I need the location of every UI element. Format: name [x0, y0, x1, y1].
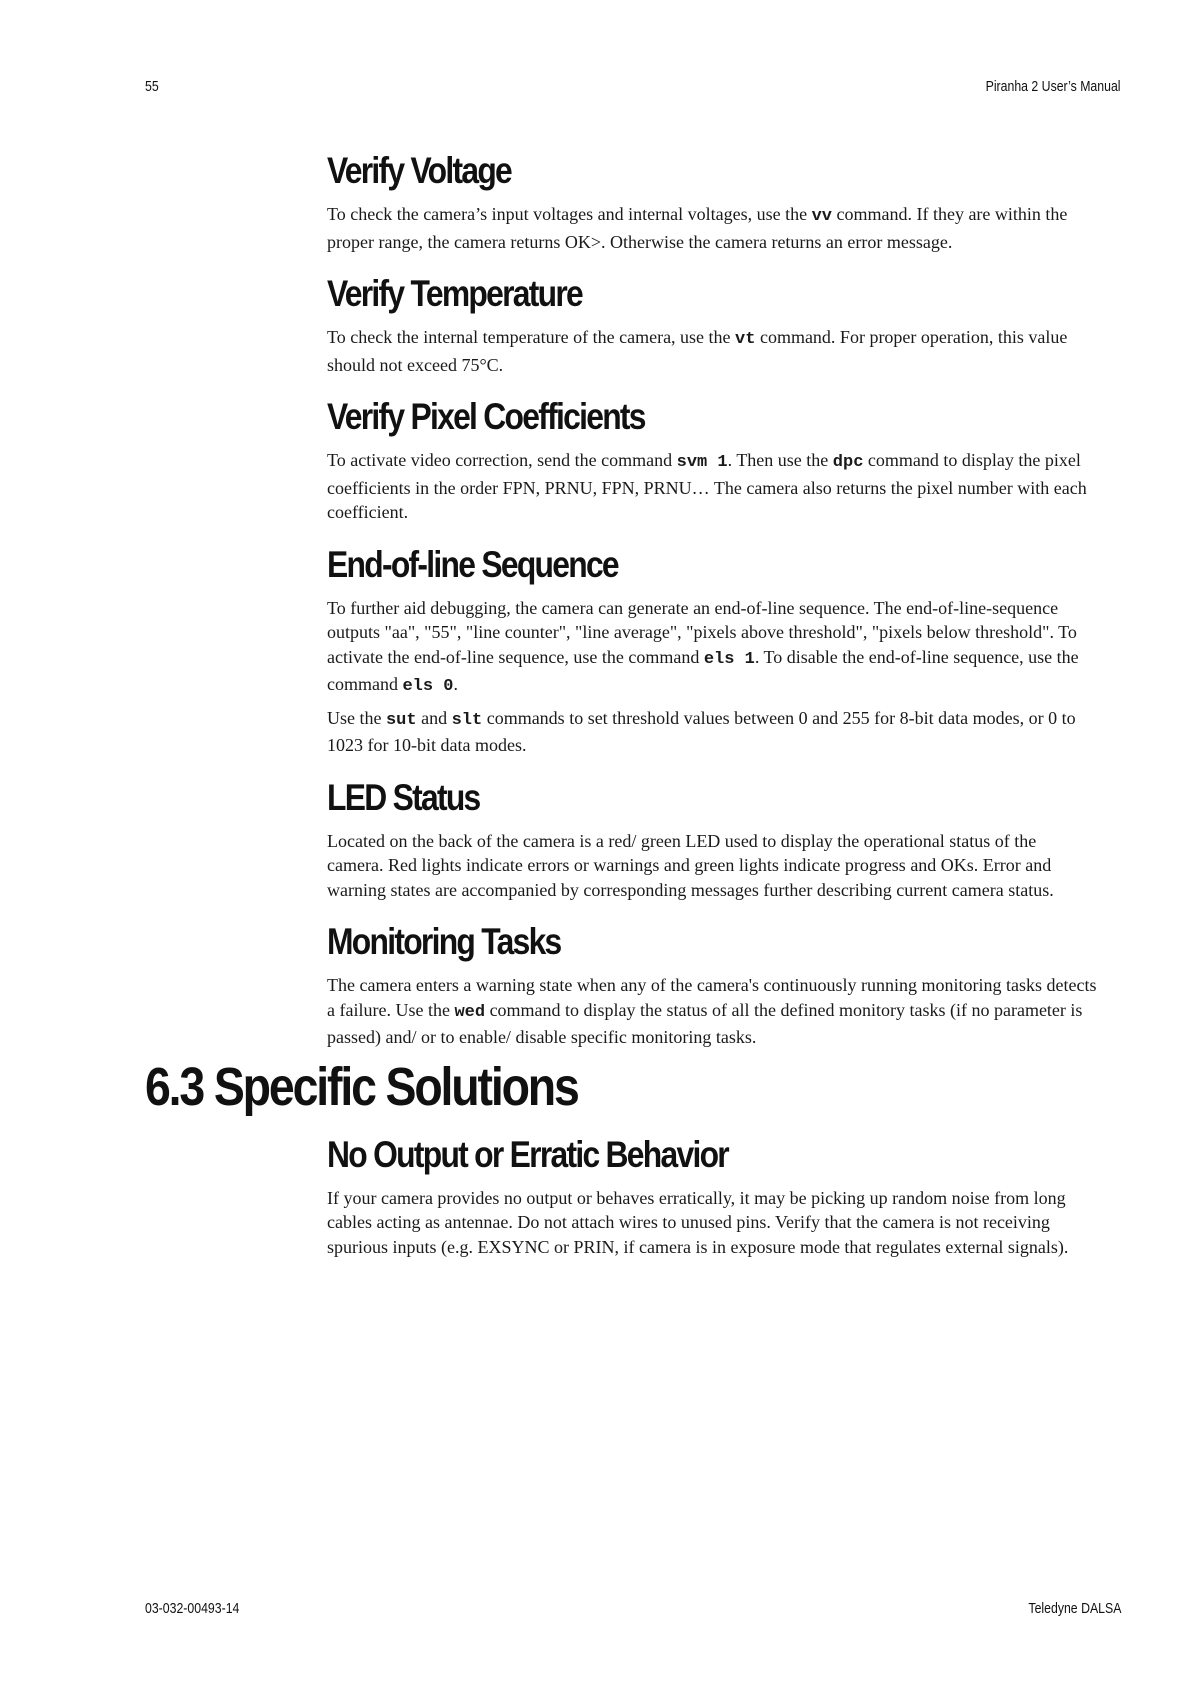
section-verify-pixel-coefficients [327, 394, 1097, 525]
command-dpc: dpc [832, 453, 864, 472]
command-svm: svm 1 [676, 453, 728, 472]
paragraph: To check the internal temperature of the camera, use the vt command. For proper operation, this value should not exceed 75°C. [327, 327, 1068, 375]
command-els-1: els 1 [703, 649, 755, 669]
command-vt: vt [735, 330, 756, 349]
heading-verify-temperature: Verify Temperature [327, 273, 582, 314]
command-wed: wed [454, 1002, 486, 1022]
command-vv: vv [811, 207, 832, 226]
command-sut: sut [385, 710, 417, 730]
command-slt: slt [451, 710, 483, 730]
heading-monitoring-tasks: Monitoring Tasks [327, 921, 561, 962]
paragraph: To check the camera’s input voltages and internal voltages, use the vv command. If they are within the proper range, the camera returns OK>. Otherwise the camera returns an error message. [327, 204, 1068, 252]
heading-end-of-line: End-of-line Sequence [327, 543, 618, 585]
manual-title: Piranha 2 User’s Manual [986, 78, 1121, 95]
document-id: 03-032-00493-14 [145, 1600, 240, 1617]
paragraph: Located on the back of the camera is a red/ green LED used to display the operational status of the camera. Red lights indicate errors or warnings and green lights indicate progress and OKs. Error and warning states are accompanied by corresponding messages further describing current camera status. [327, 830, 1054, 900]
heading-no-output: No Output or Erratic Behavior [327, 1133, 728, 1175]
section-end-of-line [327, 542, 1097, 758]
heading-verify-voltage: Verify Voltage [327, 150, 512, 191]
section-verify-voltage [327, 148, 1097, 254]
paragraph: To activate video correction, send the command svm 1. Then use the dpc command to display the pixel coefficients in the order FPN, PRNU, FPN, PRNU… The camera also returns the pixel number with each coefficient. [327, 450, 1087, 522]
paragraph: To further aid debugging, the camera can generate an end-of-line sequence. The end-of-line-sequence outputs "aa", "55", "line counter", "line average", "pixels above threshold", "pixels below threshold". To activate the end-of-line sequence, use the command els 1. To disable the end-of-line sequence, use the command els 0. [327, 597, 1079, 696]
paragraph: The camera enters a warning state when any of the camera's continuously running monitoring tasks detects a failure. Use the wed command to display the status of all the defined monitory tasks (if no parameter is passed) and/ or to enable/ disable specific monitoring tasks. [327, 975, 1097, 1047]
paragraph: If your camera provides no output or behaves erratically, it may be picking up random noise from long cables acting as antennae. Do not attach wires to unused pins. Verify that the camera is not receiving spurious inputs (e.g. EXSYNC or PRIN, if camera is in exposure mode that regulates external signals). [327, 1187, 1069, 1257]
section-monitoring-tasks [327, 919, 1097, 1050]
page-content [145, 148, 1097, 1276]
paragraph: Use the sut and slt commands to set threshold values between 0 and 255 for 8-bit data modes, or 0 to 1023 for 10-bit data modes. [327, 707, 1076, 755]
command-els-0: els 0 [402, 677, 454, 696]
heading-specific-solutions: 6.3 Specific Solutions [145, 1056, 578, 1117]
page-number: 55 [145, 78, 159, 95]
section-no-output [327, 1132, 1097, 1260]
section-led-status [327, 775, 1097, 903]
heading-verify-pixel-coefficients: Verify Pixel Coefficients [327, 396, 645, 437]
company-name: Teledyne DALSA [1028, 1600, 1121, 1617]
heading-led-status: LED Status [327, 776, 480, 818]
section-verify-temperature [327, 271, 1097, 377]
